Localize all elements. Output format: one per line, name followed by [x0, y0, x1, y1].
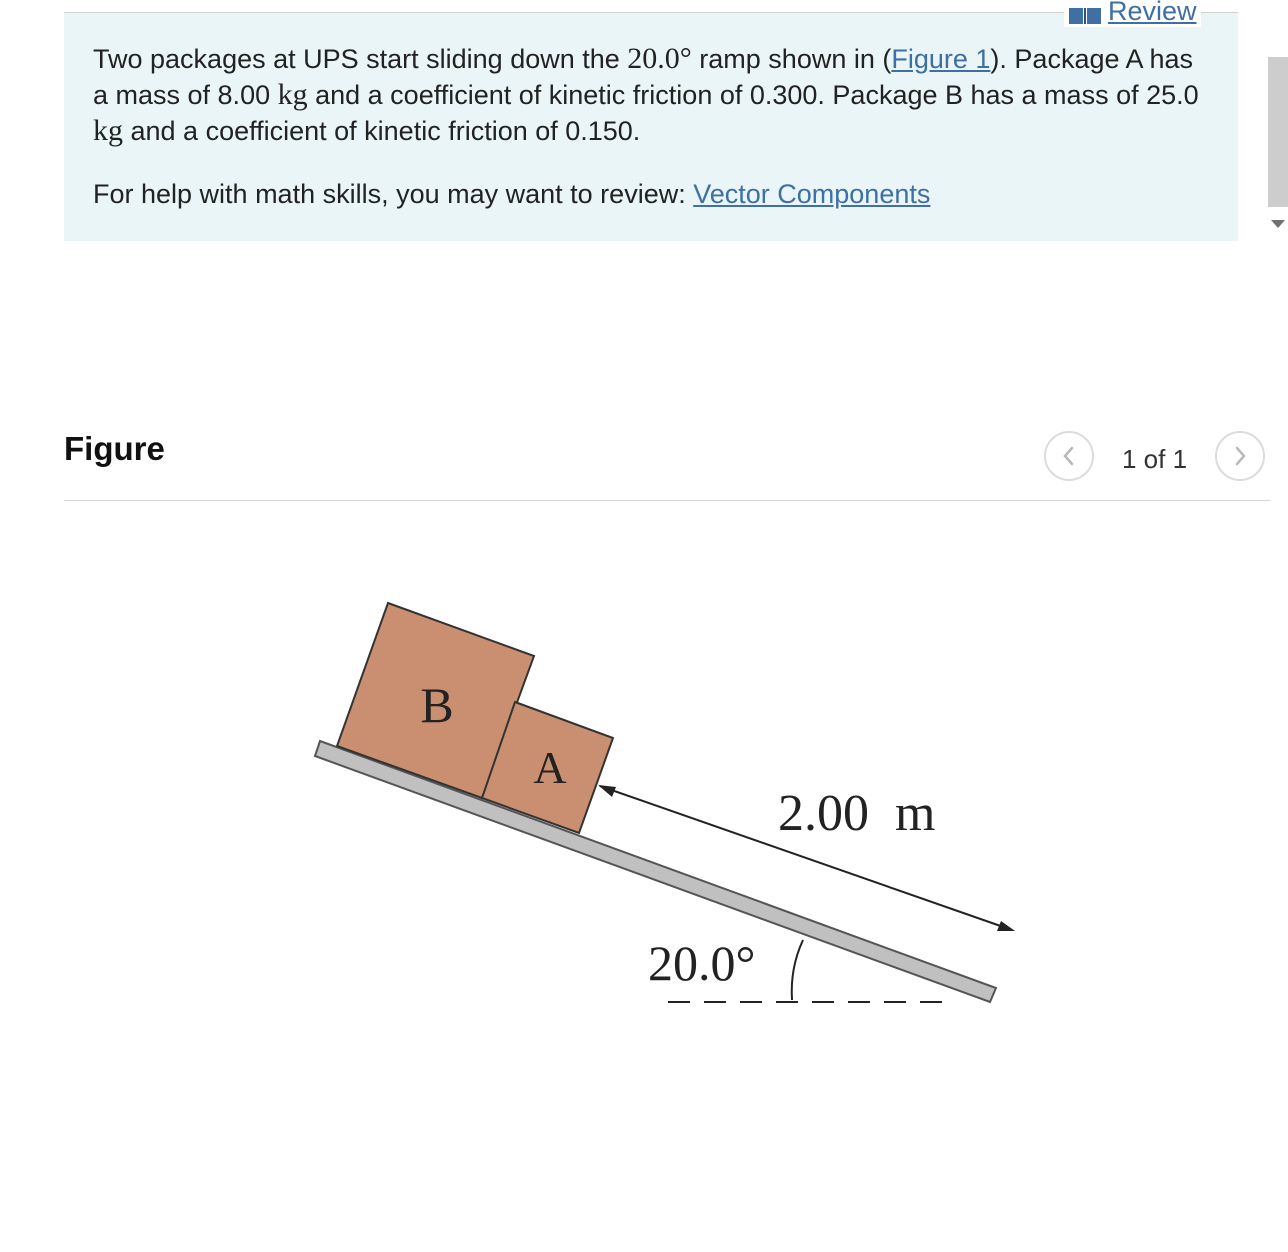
problem-text-part: ). Package A has a mass of 8.00: [93, 44, 1194, 110]
ramp-angle-value: 20.0°: [627, 42, 692, 75]
angle-label: 20.0°: [648, 935, 756, 991]
package-a-label: A: [533, 742, 567, 793]
problem-text-part: and a coefficient of kinetic friction of 0.150.: [123, 116, 641, 146]
distance-label: 2.00 m: [778, 785, 936, 842]
arrowhead-end-icon: [997, 921, 1015, 931]
unit-kg: kg: [277, 78, 308, 111]
problem-text-part: Two packages at UPS start sliding down the: [93, 44, 628, 74]
unit-kg: kg: [93, 114, 123, 147]
problem-text-part: and a coefficient of kinetic friction of 0.300. Package B has a mass of 25.0: [307, 80, 1199, 110]
figure-1-link[interactable]: Figure 1: [891, 44, 991, 74]
figure-page-count: 1 of 1: [1122, 444, 1188, 474]
problem-text-part: ramp shown in (: [691, 44, 892, 74]
vector-components-link[interactable]: Vector Components: [693, 179, 931, 209]
arrowhead-start-icon: [598, 785, 616, 797]
package-b-label: B: [420, 677, 454, 733]
review-label[interactable]: Review: [1108, 0, 1197, 26]
angle-arc: [792, 940, 803, 1000]
help-prefix: For help with math skills, you may want to review:: [93, 179, 694, 209]
figure-heading: Figure: [64, 430, 165, 467]
